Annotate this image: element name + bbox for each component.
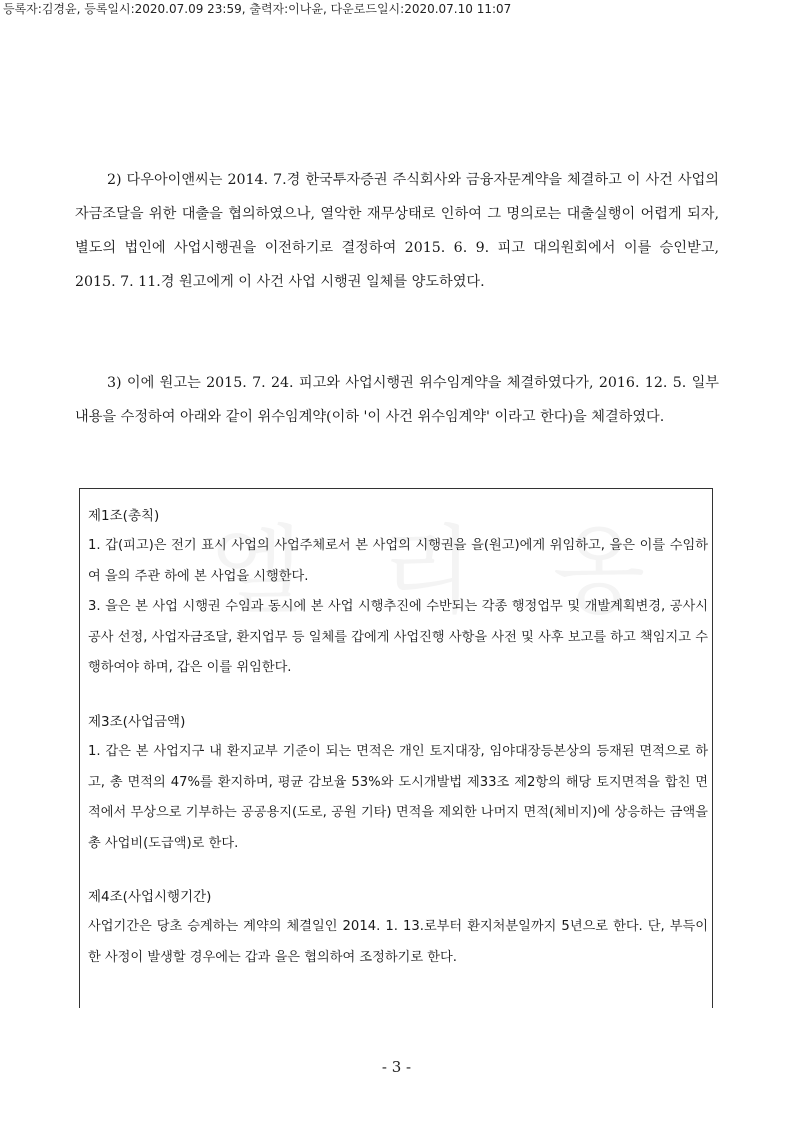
article-4-body: 사업기간은 당초 승계하는 계약의 체결일인 2014. 1. 13.로부터 환지처분일까지 5년으로 한다. 단, 부득이한 사정이 발생할 경우에는 갑과 을은 협의하여 조정하기로 한다.: [88, 919, 708, 965]
article-1: [88, 501, 708, 684]
contract-excerpt-box: [79, 488, 713, 1008]
download-record-header: 등록자:김경윤, 등록일시:2020.07.09 23:59, 출력자:이나윤, 다운로드일시:2020.07.10 11:07: [3, 2, 512, 16]
article-4-title: 제4조(사업시행기간): [88, 889, 212, 905]
page-number: - 3 -: [381, 1058, 412, 1076]
article-3-item-1: 1. 갑은 본 사업지구 내 환지교부 기준이 되는 면적은 개인 토지대장, 임야대장등본상의 등재된 면적으로 하고, 총 면적의 47%를 환지하며, 평균 감보율 53%와 도시개발법 제33조 제2항의 해당 토지면적을 합친 면적에서 무상으로 기부하는 공공용지(도로, 공원 기타) 면적을 제외한 나머지 면적(체비지)에 상응하는 금액을 총 사업비(도급액)로 한다.: [88, 744, 708, 851]
article-1-item-3: 3. 을은 본 사업 시행권 수임과 동시에 본 사업 시행추진에 수반되는 각종 행정업무 및 개발계획변경, 공사시공사 선정, 사업자금조달, 환지업무 등 일체를 갑에게 사업진행 사항을 사전 및 사후 보고를 하고 책임지고 수행하여야 하며, 갑은 이를 위임한다.: [88, 599, 708, 675]
article-1-item-1: 1. 갑(피고)은 전기 표시 사업의 사업주체로서 본 사업의 시행권을 을(원고)에게 위임하고, 을은 이를 수임하여 을의 주관 하에 본 사업을 시행한다.: [88, 538, 708, 584]
paragraph-2: 2) 다우아이앤씨는 2014. 7.경 한국투자증권 주식회사와 금융자문계약을 체결하고 이 사건 사업의 자금조달을 위한 대출을 협의하였으나, 열악한 재무상태로 인하여 그 명의로는 대출실행이 어렵게 되자, 별도의 법인에 사업시행권을 이전하기로 결정하여 2015. 6. 9. 피고 대의원회에서 이를 승인받고, 2015. 7. 11.경 원고에게 이 사건 사업 시행권 일체를 양도하였다.: [75, 172, 719, 290]
article-3-title: 제3조(사업금액): [88, 714, 186, 730]
article-4: [88, 882, 708, 973]
article-3: [88, 707, 708, 859]
article-1-title: 제1조(총칙): [88, 508, 160, 524]
paragraph-3: 3) 이에 원고는 2015. 7. 24. 피고와 사업시행권 위수임계약을 체결하였다가, 2016. 12. 5. 일부 내용을 수정하여 아래와 같이 위수임계약(이하 '이 사건 위수임계약' 이라고 한다)을 체결하였다.: [75, 375, 719, 425]
